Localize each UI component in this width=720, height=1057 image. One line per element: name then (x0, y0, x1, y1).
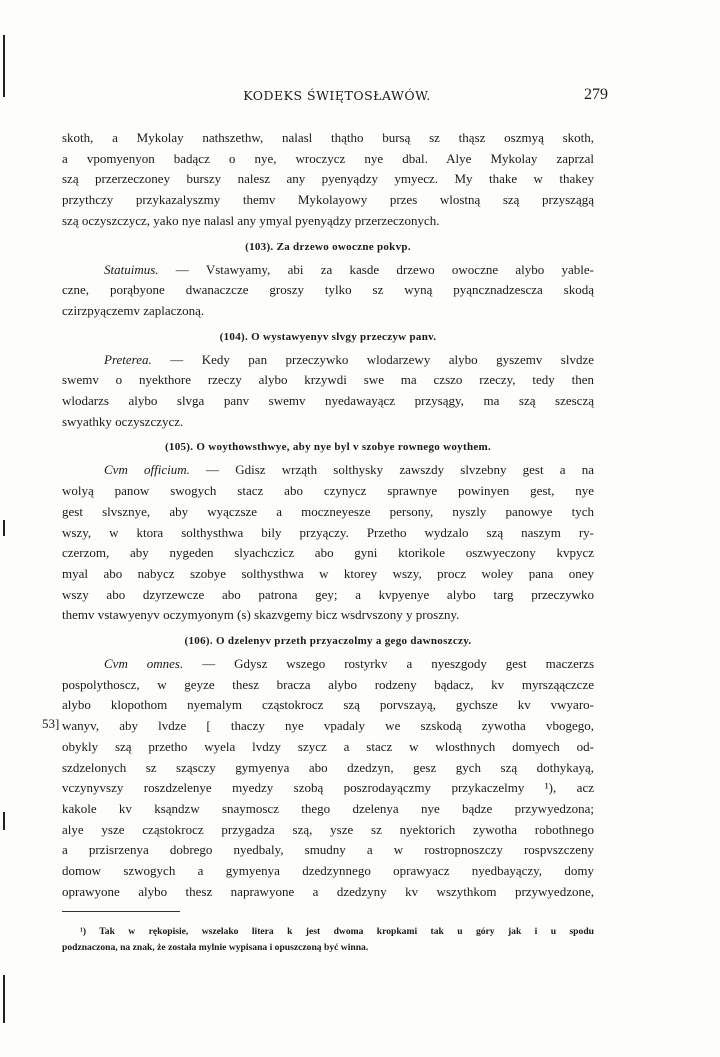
text-line (62, 654, 594, 675)
text-line (62, 350, 594, 371)
opening-paragraph (62, 128, 594, 232)
section-paragraph-103 (62, 260, 594, 322)
footnote-line: podznaczona, na znak, że została mylnie wypisana i opuszczoną być winna. (62, 942, 369, 953)
incipit: Cvm omnes. (104, 656, 184, 672)
text-line: themv vstawyenyv oczymyonym (s) skazvgemy bicz wsdrvszony y proszny. (62, 607, 460, 623)
margin-folio-number: 53] (42, 716, 60, 732)
text-line: czirzpyączemv zaplaczoną. (62, 302, 205, 318)
line-rest: — Vstawyamy, abi za kasde drzewo owoczne alybo yable- (158, 261, 594, 277)
line-rest: — Kedy pan przeczywko wlodarzewy alybo gyszemv slvdze (151, 351, 594, 367)
text-line: vczynyvszy roszdzelenye myedzy szobą poszrodayączmy przykaczelmy ¹), acz (62, 780, 594, 796)
scan-edge-mark-lower (3, 812, 5, 830)
section-number: (106). (184, 635, 213, 648)
page-body (42, 128, 594, 903)
text-line: szą oczyszczycz, yako nye nalasl any ymyal pyenyądzy przerzeczonych. (62, 212, 440, 228)
text-line: czerzom, aby nygeden slyachczicz abo gyni ktorikole oszwyeczony kvpycz (62, 545, 594, 561)
footnote (62, 924, 594, 956)
section-heading-104 (62, 331, 594, 343)
section-title: O dzelenyv przeth przyaczolmy a gego dawnoszczy. (216, 635, 472, 648)
text-line: alye ysze cząstokrocz przygadza szą, ysze sz nyektorich zywotha robothnego (62, 821, 594, 837)
text-line: skoth, a Mykolay nathszethw, nalasl thątho bursą sz thąsz oszmyą skoth, (62, 130, 594, 145)
text-line (62, 260, 594, 281)
section-title: O woythowsthwye, aby nye byl v szobye rownego woythem. (196, 441, 492, 454)
page-header (62, 88, 612, 108)
section-heading-103 (62, 241, 594, 253)
text-line: alybo klopothom nyemalym cząstokrocz szą porvszayą, gychsze kv vwyaro- (62, 697, 594, 713)
text-line: szą przerzeczoney burszy nalesz any pyenyądzy ymyecz. My thake w thakey (62, 171, 594, 187)
incipit: Statuimus. (104, 261, 159, 277)
text-line: przythczy przykazalyszmy themv Mykolayowy przes wlostną szą przyszągą (62, 192, 594, 208)
text-line: gest slvsznye, aby wyączsze a moczneyesze persony, nyszly panowye tych (62, 503, 594, 519)
text-line: wszy, w ktora solthysthwa bily przyączy. Przetho wydzalo szą naszym ry- (62, 524, 594, 540)
text-line: oprawyone alybo thesz naprawyone a dzedzyny kv wszythkom przywyedzone, (62, 883, 594, 899)
text-line: a vpomyenyon badącz o nye, wroczycz nye dbal. Alye Mykolay zaprzal (62, 150, 594, 166)
section-title: Za drzewo owoczne pokvp. (276, 240, 411, 253)
footnote-line: ¹) Tak w rękopisie, wszelako litera k jest dwoma kropkami tak u góry jak i u spodu (80, 926, 594, 937)
page-number: 279 (584, 86, 608, 103)
text-line: wlodarzs alybo slvga panv swemv nyedawayącz przysągy, ma szą szesczą (62, 393, 594, 409)
running-title: KODEKS ŚWIĘTOSŁAWÓW. (243, 88, 431, 103)
text-line: swemv o nyekthore rzeczy alybo krzywdi swe ma czszo rzeczy, tedy then (62, 372, 594, 388)
incipit: Cvm officium. (104, 462, 190, 478)
text-line: kakole kv ksąndzw snaymoscz thego dzelenya nye bądze przywyedzona; (62, 800, 594, 816)
text-line: pospolythoscz, w geyze thesz bracza alybo rodzeny bądacz, kv myrsząączcze (62, 676, 594, 692)
section-heading-106 (62, 635, 594, 647)
footnote-divider (62, 911, 180, 912)
text-line: myal abo nabycz szobye solthysthwa w ktorey wszy, procz woley pana oney (62, 565, 594, 581)
text-line: czne, porąbyone dwanaczcze groszy tylko sz wyną pyąncznadzescza skodą (62, 282, 594, 298)
incipit: Preterea. (104, 351, 152, 367)
line-rest: — Gdisz wrząth solthysky zawszdy slvzebny gest a na (189, 462, 594, 478)
section-heading-105 (62, 441, 594, 453)
section-number: (103). (245, 240, 274, 253)
scan-edge-mark-bottom (3, 975, 5, 1023)
section-paragraph-105 (62, 460, 594, 626)
text-line (62, 460, 594, 481)
text-line: swyathky oczyszczycz. (62, 413, 184, 429)
scan-edge-mark-top (3, 35, 5, 97)
section-number: (104). (219, 330, 249, 343)
section-number: (105). (164, 441, 194, 454)
text-line: a przisrzenya dobrego nyedbaly, smudny a w rostropnoszczy rospvszczeny (62, 842, 594, 858)
scan-edge-mark-middle (3, 520, 5, 536)
section-title: O wystawyenyv slvgy przeczyw panv. (251, 330, 437, 343)
text-line: domow szwogych a gymyenya dzedzynnego oprawyacz nyedbayączy, domy (62, 863, 594, 879)
section-paragraph-106 (42, 654, 594, 902)
text-line: wolyą panow swogych stacz abo czynycz sprawnye powinyen gest, nye (62, 483, 594, 499)
text-line: wszy abo dzyrzewcze abo patrona gey; a kvpyenye alybo targ przeczywko (62, 586, 594, 602)
line-rest: — Gdysz wszego rostyrkv a nyeszgody gest maczerzs (183, 656, 594, 672)
text-line: szdzelonych sz sząsczy gymyenya abo dzedzyn, gesz gych szą dothykayą, (62, 759, 594, 775)
text-line: wanyv, aby lvdze [ thaczy nye vpadaly we szskodą zywotha vbogego, (62, 718, 594, 734)
section-paragraph-104 (62, 350, 594, 433)
text-line: obykly szą przetho wyela lvdzy szycz a stacz w wlosthnych domyech od- (62, 738, 594, 754)
